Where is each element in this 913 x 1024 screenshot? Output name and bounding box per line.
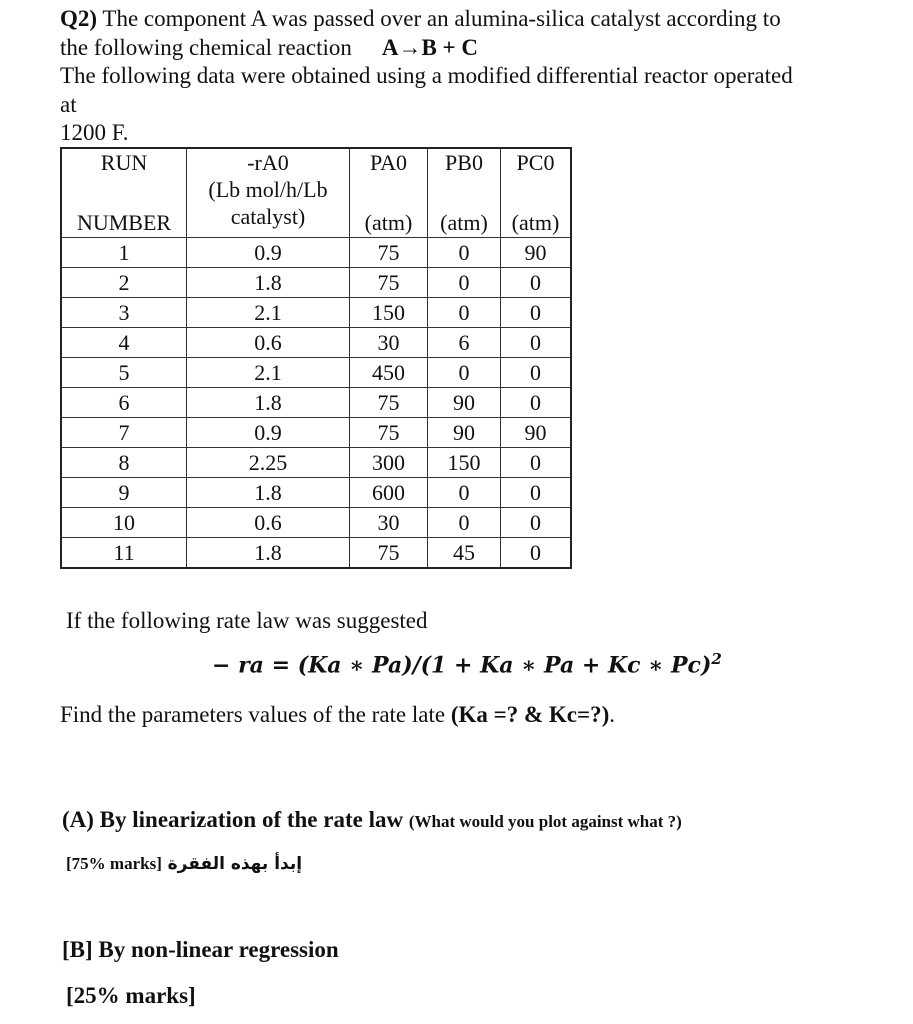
cell-ra: 0.9 [187, 418, 350, 448]
cell-pb: 0 [428, 298, 501, 328]
cell-ra: 0.6 [187, 328, 350, 358]
question-label: Q2) [60, 6, 98, 31]
cell-run: 9 [61, 478, 187, 508]
header-pa [350, 148, 428, 238]
cell-pc: 0 [501, 538, 572, 569]
table-row [61, 508, 571, 538]
rate-law-exponent: 2 [711, 650, 722, 668]
table-header-row [61, 148, 571, 238]
cell-run: 4 [61, 328, 187, 358]
cell-pc: 90 [501, 238, 572, 268]
cell-pb: 0 [428, 238, 501, 268]
rate-law-expression: − ra = (Ka ∗ Pa)/(1 + Ka ∗ Pa + Kc ∗ Pc) [212, 652, 712, 679]
cell-pa: 450 [350, 358, 428, 388]
cell-pb: 45 [428, 538, 501, 569]
cell-pb: 90 [428, 418, 501, 448]
cell-ra: 1.8 [187, 538, 350, 569]
table-row [61, 328, 571, 358]
cell-pc: 90 [501, 418, 572, 448]
part-a-title: (A) By linearization of the rate law [62, 807, 404, 832]
cell-run: 2 [61, 268, 187, 298]
cell-pb: 0 [428, 358, 501, 388]
table-row [61, 358, 571, 388]
cell-ra: 1.8 [187, 388, 350, 418]
find-end: . [609, 702, 616, 727]
header-pc-top: PC0 [516, 150, 555, 175]
header-pb-top: PB0 [445, 150, 483, 175]
cell-ra: 2.1 [187, 358, 350, 388]
table-row [61, 448, 571, 478]
header-ra-line3: catalyst) [230, 204, 306, 229]
cell-pc: 0 [501, 478, 572, 508]
cell-run: 1 [61, 238, 187, 268]
cell-pa: 600 [350, 478, 428, 508]
cell-pb: 90 [428, 388, 501, 418]
cell-pc: 0 [501, 388, 572, 418]
part-b-title: [B] By non-linear regression [62, 937, 339, 962]
header-pc-bottom: (atm) [511, 210, 560, 235]
table-row [61, 238, 571, 268]
question-line-3: The following data were obtained using a modified differential reactor operated [60, 63, 793, 88]
header-pc [501, 148, 572, 238]
part-b-marks: [25% marks] [66, 983, 196, 1008]
cell-pb: 0 [428, 268, 501, 298]
cell-pa: 75 [350, 238, 428, 268]
header-run-top: RUN [100, 150, 148, 175]
cell-pa: 75 [350, 388, 428, 418]
cell-ra: 1.8 [187, 478, 350, 508]
cell-ra: 2.1 [187, 298, 350, 328]
cell-run: 3 [61, 298, 187, 328]
cell-ra: 0.6 [187, 508, 350, 538]
header-ra [187, 148, 350, 238]
question-line-4: at [60, 92, 77, 117]
cell-pa: 75 [350, 268, 428, 298]
cell-ra: 0.9 [187, 238, 350, 268]
question-line-5: 1200 F. [60, 120, 129, 145]
header-ra-line1: -rA0 [247, 150, 289, 175]
cell-run: 11 [61, 538, 187, 569]
table-row [61, 538, 571, 569]
cell-pc: 0 [501, 508, 572, 538]
header-pb-bottom: (atm) [440, 210, 488, 235]
cell-pc: 0 [501, 358, 572, 388]
rate-intro: If the following rate law was suggested [66, 608, 428, 633]
header-ra-line2: (Lb mol/h/Lb [208, 177, 328, 202]
table-row [61, 418, 571, 448]
cell-pb: 6 [428, 328, 501, 358]
header-pa-top: PA0 [369, 150, 408, 175]
cell-pb: 150 [428, 448, 501, 478]
header-pa-bottom: (atm) [364, 210, 413, 235]
cell-pb: 0 [428, 478, 501, 508]
cell-pc: 0 [501, 298, 572, 328]
find-params: (Ka =? & Kc=?) [450, 702, 610, 727]
cell-ra: 2.25 [187, 448, 350, 478]
cell-pb: 0 [428, 508, 501, 538]
question-line-1 [60, 5, 781, 33]
table-row [61, 268, 571, 298]
header-run-bottom: NUMBER [76, 210, 172, 235]
table-row [61, 478, 571, 508]
header-run [61, 148, 187, 238]
part-a-marks-line [66, 848, 302, 878]
cell-pa: 30 [350, 328, 428, 358]
cell-pa: 75 [350, 538, 428, 569]
rate-law-equation [212, 650, 722, 678]
reaction-equation: A→B + C [381, 35, 479, 60]
find-text: Find the parameters values of the rate late [60, 702, 446, 727]
data-table [60, 147, 572, 569]
cell-run: 10 [61, 508, 187, 538]
part-a-arabic-note: إبدأ بهذه الفقرة [167, 854, 303, 874]
cell-pc: 0 [501, 448, 572, 478]
part-a-hint: (What would you plot against what ?) [408, 812, 682, 831]
cell-pa: 30 [350, 508, 428, 538]
cell-pa: 300 [350, 448, 428, 478]
cell-pc: 0 [501, 328, 572, 358]
cell-pa: 75 [350, 418, 428, 448]
cell-run: 6 [61, 388, 187, 418]
cell-run: 8 [61, 448, 187, 478]
question-text-2: the following chemical reaction [60, 35, 352, 60]
question-text-1: The component A was passed over an alumina-silica catalyst according to [102, 6, 781, 31]
part-a-line [62, 806, 682, 836]
question-line-2 [60, 34, 478, 62]
cell-run: 7 [61, 418, 187, 448]
cell-pa: 150 [350, 298, 428, 328]
cell-ra: 1.8 [187, 268, 350, 298]
part-a-marks: [75% marks] [66, 854, 162, 873]
cell-run: 5 [61, 358, 187, 388]
find-line [60, 701, 615, 729]
table-row [61, 298, 571, 328]
cell-pc: 0 [501, 268, 572, 298]
header-pb [428, 148, 501, 238]
table-row [61, 388, 571, 418]
